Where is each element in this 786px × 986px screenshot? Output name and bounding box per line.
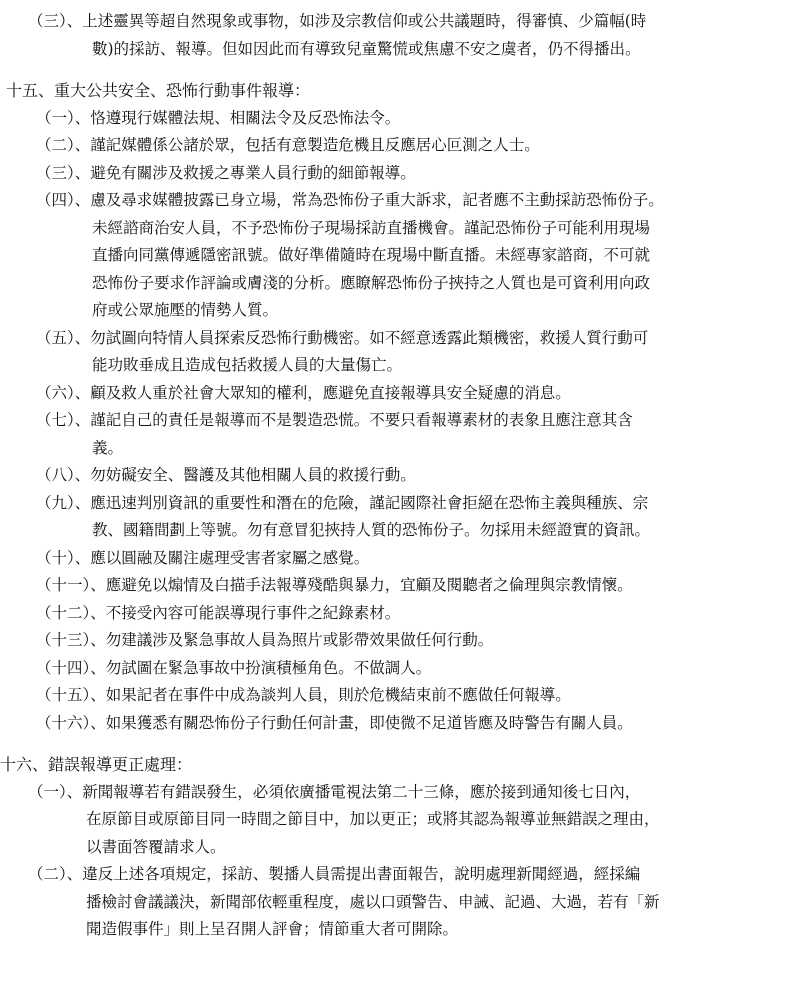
list-item: （一）、恪遵現行媒體法規、相關法令及反恐怖法令。: [36, 108, 401, 127]
list-item: （十一）、應避免以煽情及白描手法報導殘酷與暴力，宜顧及閱聽者之倫理與宗教情懷。: [36, 576, 633, 594]
list-item: （十五）、如果記者在事件中成為談判人員，則於危機結束前不應做任何報導。: [36, 686, 571, 704]
item-continuation: 播檢討會議議決，新聞部依輕重程度，處以口頭警告、申誡、記過、大過，若有「新: [86, 892, 660, 911]
item-continuation: 在原節目或原節目同一時間之節目中，加以更正；或將其認為報導並無錯誤之理由，: [86, 810, 660, 828]
list-item: （七）、謹記自己的責任是報導而不是製造恐慌。不要只看報導素材的表象且應注意其含: [36, 411, 633, 429]
list-item: （二）、謹記媒體係公諸於眾，包括有意製造危機且反應居心叵測之人士。: [36, 136, 540, 154]
item-continuation: 能功敗垂成且造成包括救援人員的大量傷亡。: [92, 356, 403, 374]
list-item: （十三）、勿建議涉及緊急事故人員為照片或影帶效果做任何行動。: [36, 631, 494, 649]
list-item: （十六）、如果獲悉有關恐怖份子行動任何計畫，即使微不足道皆應及時警告有關人員。: [36, 713, 633, 732]
section-heading-15: 十五、重大公共安全、恐怖行動事件報導：: [6, 81, 311, 100]
item-continuation: 教、國籍間劃上等號。勿有意冒犯挾持人質的恐怖份子。勿採用未經證實的資訊。: [92, 521, 651, 539]
list-item: （二）、違反上述各項規定，採訪、製播人員需提出書面報告，說明處理新聞經過，經採編: [28, 865, 641, 883]
item-continuation: 恐怖份子要求作評論或膚淺的分析。應瞭解恐怖份子挾持之人質也是可資利用向政: [92, 273, 651, 292]
item-continuation: 府或公眾施壓的情勢人質。: [92, 301, 279, 319]
list-item: （一）、新聞報導若有錯誤發生，必須依廣播電視法第二十三條，應於接到通知後七日內，: [28, 782, 641, 801]
item-continuation: 以書面答覆請求人。: [86, 837, 226, 856]
list-item: （五）、勿試圖向特情人員探索反恐怖行動機密。如不經意透露此類機密，救援人質行動可: [36, 328, 649, 347]
item-continuation: 直播向同黨傳遞隱密訊號。做好準備隨時在現場中斷直播。未經專家諮商，不可就: [92, 246, 651, 264]
list-item: （九）、應迅速判別資訊的重要性和潛在的危險，謹記國際社會拒絕在恐怖主義與種族、宗: [36, 493, 649, 512]
list-item: （六）、顧及救人重於社會大眾知的權利，應避免直接報導具安全疑慮的消息。: [36, 383, 571, 402]
list-item: （八）、勿妨礙安全、醫護及其他相關人員的救援行動。: [36, 466, 416, 484]
list-item: （三）、避免有關涉及救援之專業人員行動的細節報導。: [36, 163, 416, 182]
item-continuation: 聞造假事件」則上呈召開人評會；情節重大者可開除。: [86, 920, 459, 938]
item-continuation: 未經諮商治安人員，不予恐怖份子現場採訪直播機會。謹記恐怖份子可能利用現場: [92, 218, 651, 237]
item-continuation: 義。: [92, 438, 124, 457]
item-line: （三）、上述靈異等超自然現象或事物，如涉及宗教信仰或公共議題時，得審慎、少篇幅(時: [28, 12, 647, 30]
list-item: （十四）、勿試圖在緊急事故中扮演積極角色。不做調人。: [36, 658, 432, 677]
item-line: 數)的採訪、報導。但如因此而有導致兒童驚慌或焦慮不安之虞者，仍不得播出。: [92, 39, 641, 58]
list-item: （十二）、不接受內容可能誤導現行事件之紀錄素材。: [36, 603, 401, 622]
section-heading-16: 十六、錯誤報導更正處理：: [0, 755, 193, 774]
list-item: （十）、應以圓融及關注處理受害者家屬之感覺。: [36, 548, 370, 567]
list-item: （四）、慮及尋求媒體披露已身立場，常為恐怖份子重大訴求，記者應不主動採訪恐怖份子。: [36, 191, 664, 209]
